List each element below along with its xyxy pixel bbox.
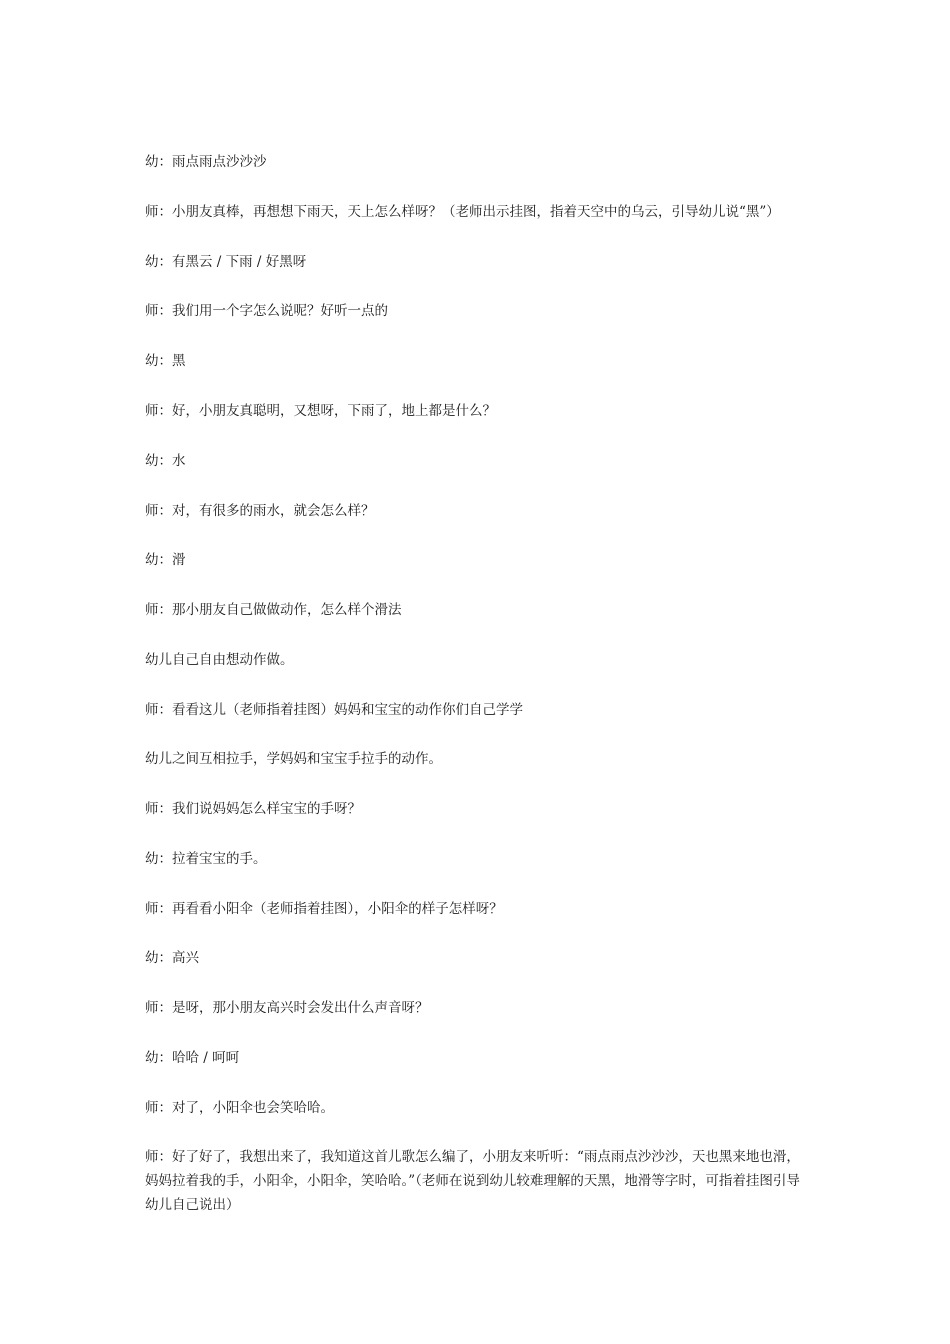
dialogue-line-19: 幼：哈哈 / 呵呵 <box>145 1050 240 1066</box>
dialogue-line-13: 幼儿之间互相拉手，学妈妈和宝宝手拉手的动作。 <box>145 751 442 767</box>
dialogue-line-18: 师：是呀，那小朋友高兴时会发出什么声音呀？ <box>145 1000 429 1016</box>
dialogue-line-4: 师：我们用一个字怎么说呢？好听一点的 <box>145 303 388 319</box>
dialogue-line-1: 幼：雨点雨点沙沙沙 <box>145 154 267 170</box>
dialogue-line-14: 师：我们说妈妈怎么样宝宝的手呀？ <box>145 801 361 817</box>
dialogue-line-21: 师：好了好了，我想出来了，我知道这首儿歌怎么编了，小朋友来听听：“雨点雨点沙沙沙，天也黑来地也滑，妈妈拉着我的手，小阳伞，小阳伞，笑哈哈。”（老师在说到幼儿较难理解的天黑，地滑等字时，可指着挂图引导幼儿自己说出） <box>145 1149 800 1213</box>
dialogue-line-9: 幼：滑 <box>145 552 186 568</box>
dialogue-line-3: 幼：有黑云 / 下雨 / 好黑呀 <box>145 254 307 270</box>
dialogue-line-8: 师：对，有很多的雨水，就会怎么样？ <box>145 503 375 519</box>
dialogue-line-10: 师：那小朋友自己做做动作，怎么样个滑法 <box>145 602 402 618</box>
dialogue-line-6: 师：好，小朋友真聪明，又想呀，下雨了，地上都是什么？ <box>145 403 496 419</box>
dialogue-line-2: 师：小朋友真棒，再想想下雨天，天上怎么样呀？（老师出示挂图，指着天空中的乌云，引导幼儿说“黑”） <box>145 204 780 220</box>
dialogue-line-15: 幼：拉着宝宝的手。 <box>145 851 267 867</box>
dialogue-line-5: 幼：黑 <box>145 353 186 369</box>
dialogue-line-17: 幼：高兴 <box>145 950 199 966</box>
dialogue-line-7: 幼：水 <box>145 453 186 469</box>
dialogue-line-12: 师：看看这儿（老师指着挂图）妈妈和宝宝的动作你们自己学学 <box>145 702 523 718</box>
dialogue-line-20: 师：对了，小阳伞也会笑哈哈。 <box>145 1100 334 1116</box>
dialogue-line-11: 幼儿自己自由想动作做。 <box>145 652 294 668</box>
dialogue-line-16: 师：再看看小阳伞（老师指着挂图），小阳伞的样子怎样呀？ <box>145 901 503 917</box>
